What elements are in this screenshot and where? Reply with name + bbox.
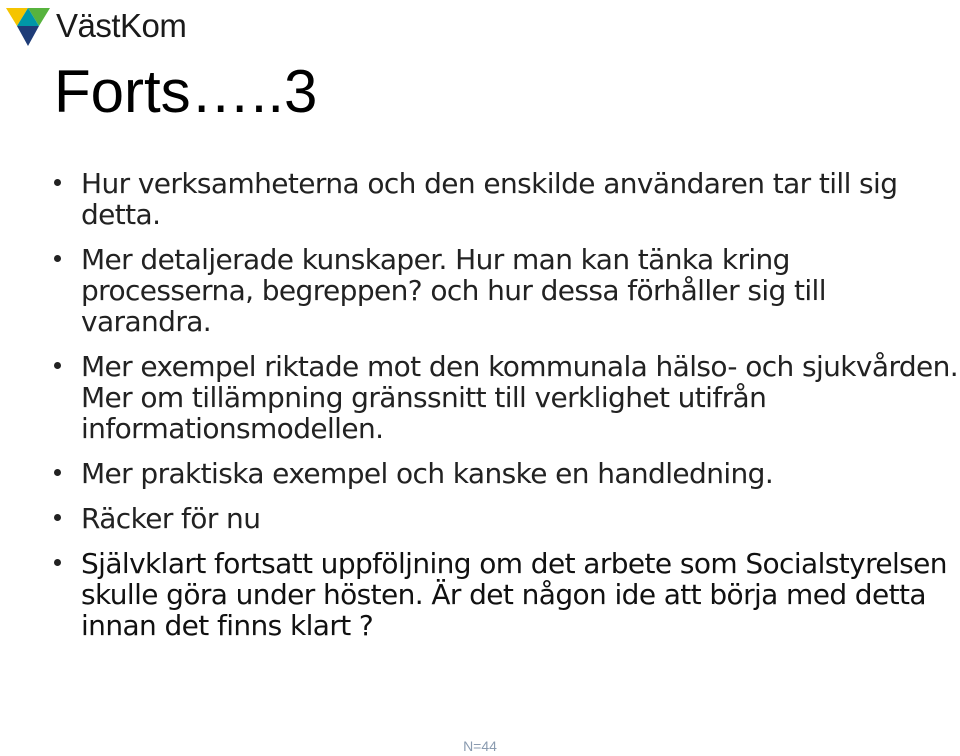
bullet-list bbox=[54, 168, 960, 655]
bullet-item: Mer detaljerade kunskaper. Hur man kan tänka kring processerna, begreppen? och hur dessa förhåller sig till varandra. bbox=[54, 244, 960, 337]
vastkom-logo-icon bbox=[4, 4, 52, 48]
vastkom-logo bbox=[4, 4, 186, 48]
bullet-item: Hur verksamheterna och den enskilde användaren tar till sig detta. bbox=[54, 168, 960, 230]
bullet-item: Räcker för nu bbox=[54, 503, 960, 534]
bullet-item: Självklart fortsatt uppföljning om det arbete som Socialstyrelsen skulle göra under hösten. Är det någon ide att börja med detta innan det finns klart ? bbox=[54, 548, 960, 641]
logo-text: VästKom bbox=[56, 7, 187, 44]
bullet-item: Mer exempel riktade mot den kommunala hälso- och sjukvården. Mer om tillämpning gränssnitt till verklighet utifrån informationsmodellen. bbox=[54, 351, 960, 444]
footer-count: N=44 bbox=[463, 738, 497, 754]
bullet-item: Mer praktiska exempel och kanske en handledning. bbox=[54, 458, 960, 489]
slide-title: Forts…..3 bbox=[54, 58, 318, 125]
